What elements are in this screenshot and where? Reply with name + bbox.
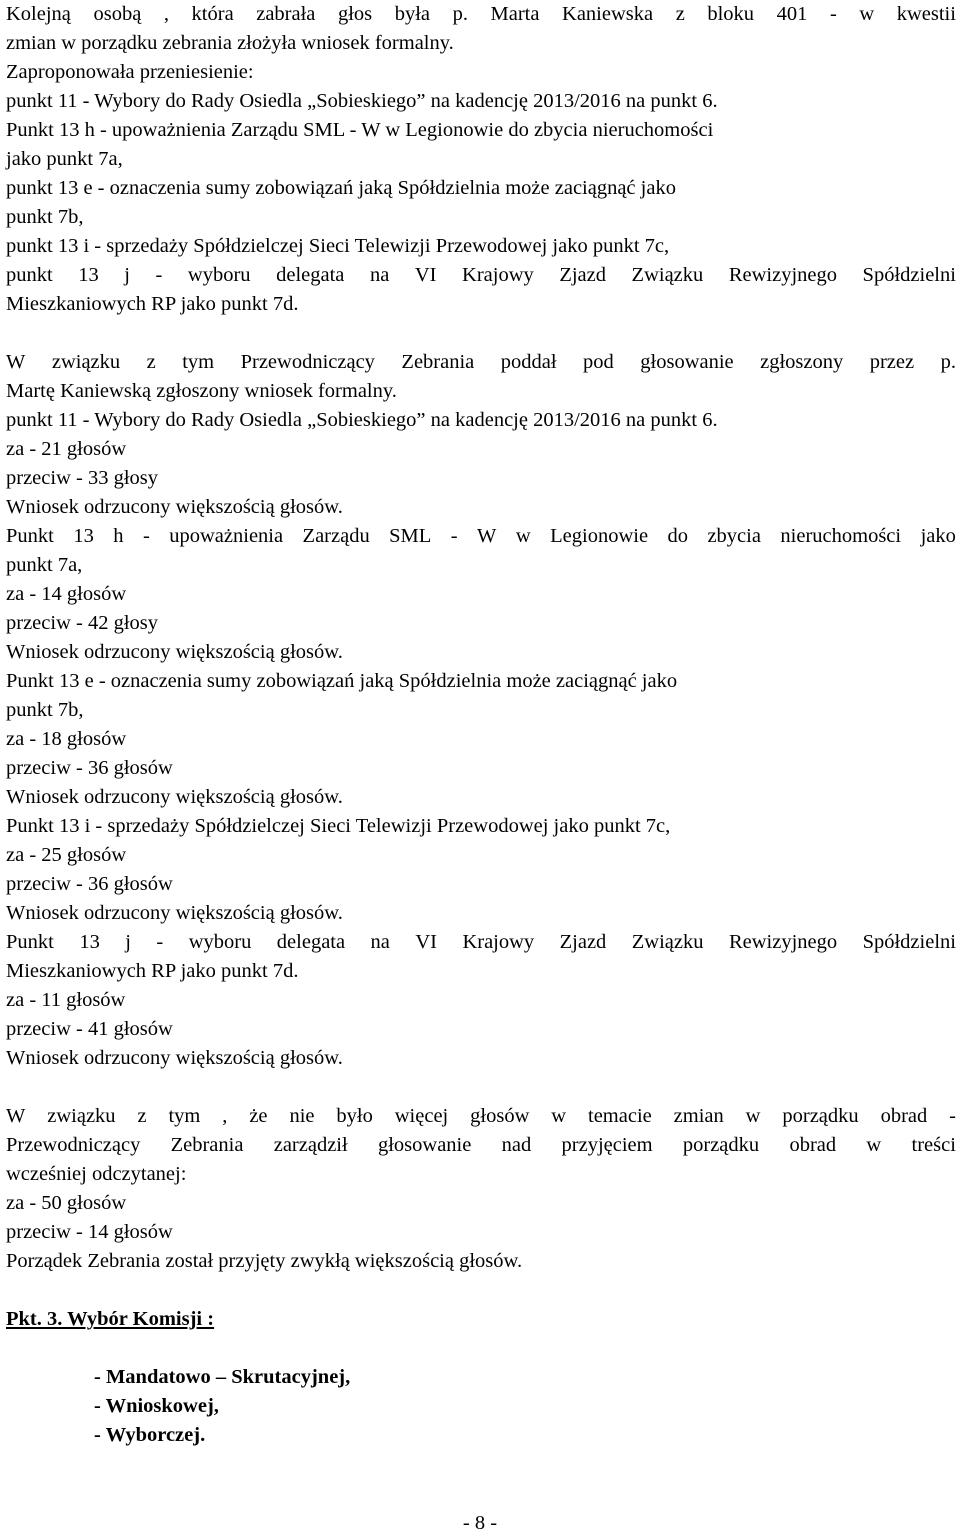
text-line: Punkt 13 j - wyboru delegata na VI Krajowy Zjazd Związku Rewizyjnego Spółdzielni (6, 931, 956, 953)
text-line: W związku z tym Przewodniczący Zebrania poddał pod głosowanie zgłoszony przez p. (6, 351, 956, 373)
text-line: Punkt 13 h - upoważnienia Zarządu SML - W w Legionowie do zbycia nieruchomości (6, 119, 714, 141)
vote-result: Porządek Zebrania został przyjęty zwykłą większością głosów. (6, 1250, 523, 1272)
text-line: punkt 7b, (6, 206, 84, 228)
vote-for: za - 14 głosów (6, 583, 127, 605)
vote-result: Wniosek odrzucony większością głosów. (6, 641, 343, 663)
text-line: punkt 13 i - sprzedaży Spółdzielczej Sieci Telewizji Przewodowej jako punkt 7c, (6, 235, 670, 257)
vote-against: przeciw - 36 głosów (6, 757, 173, 779)
vote-against: przeciw - 41 głosów (6, 1018, 173, 1040)
commission-item: - Mandatowo – Skrutacyjnej, (94, 1366, 351, 1388)
vote-result: Wniosek odrzucony większością głosów. (6, 496, 343, 518)
text-line: Mieszkaniowych RP jako punkt 7d. (6, 960, 299, 982)
text-line: punkt 13 e - oznaczenia sumy zobowiązań jaką Spółdzielnia może zaciągnąć jako (6, 177, 676, 199)
text-line: punkt 11 - Wybory do Rady Osiedla „Sobieskiego” na kadencję 2013/2016 na punkt 6. (6, 90, 718, 112)
commission-item: - Wnioskowej, (94, 1395, 219, 1417)
vote-for: za - 21 głosów (6, 438, 127, 460)
vote-for: za - 18 głosów (6, 728, 127, 750)
vote-against: przeciw - 42 głosy (6, 612, 158, 634)
text-line: zmian w porządku zebrania złożyła wniosek formalny. (6, 32, 454, 54)
vote-for: za - 11 głosów (6, 989, 126, 1011)
vote-for: za - 50 głosów (6, 1192, 127, 1214)
text-line: W związku z tym , że nie było więcej głosów w temacie zmian w porządku obrad - (6, 1105, 956, 1127)
vote-against: przeciw - 33 głosy (6, 467, 158, 489)
text-line: Punkt 13 i - sprzedaży Spółdzielczej Sieci Telewizji Przewodowej jako punkt 7c, (6, 815, 671, 837)
vote-for: za - 25 głosów (6, 844, 127, 866)
text-line: punkt 13 j - wyboru delegata na VI Krajowy Zjazd Związku Rewizyjnego Spółdzielni (6, 264, 956, 286)
text-line: punkt 7b, (6, 699, 84, 721)
vote-result: Wniosek odrzucony większością głosów. (6, 786, 343, 808)
vote-result: Wniosek odrzucony większością głosów. (6, 1047, 343, 1069)
text-line: Zaproponowała przeniesienie: (6, 61, 254, 83)
text-line: jako punkt 7a, (6, 148, 123, 170)
text-line: wcześniej odczytanej: (6, 1163, 187, 1185)
text-line: Kolejną osobą , która zabrała głos była p. Marta Kaniewska z bloku 401 - w kwestii (6, 3, 956, 25)
text-line: punkt 7a, (6, 554, 83, 576)
text-line: Martę Kaniewską zgłoszony wniosek formalny. (6, 380, 397, 402)
page-number: - 8 - (462, 1512, 498, 1534)
commission-item: - Wyborczej. (94, 1424, 206, 1446)
vote-against: przeciw - 36 głosów (6, 873, 173, 895)
section-heading: Pkt. 3. Wybór Komisji : (6, 1308, 215, 1330)
vote-against: przeciw - 14 głosów (6, 1221, 173, 1243)
text-line: Punkt 13 h - upoważnienia Zarządu SML - W w Legionowie do zbycia nieruchomości jako (6, 525, 956, 547)
text-line: Punkt 13 e - oznaczenia sumy zobowiązań jaką Spółdzielnia może zaciągnąć jako (6, 670, 678, 692)
text-line: Przewodniczący Zebrania zarządził głosowanie nad przyjęciem porządku obrad w treści (6, 1134, 956, 1156)
text-line: Mieszkaniowych RP jako punkt 7d. (6, 293, 299, 315)
vote-result: Wniosek odrzucony większością głosów. (6, 902, 343, 924)
text-line: punkt 11 - Wybory do Rady Osiedla „Sobieskiego” na kadencję 2013/2016 na punkt 6. (6, 409, 718, 431)
